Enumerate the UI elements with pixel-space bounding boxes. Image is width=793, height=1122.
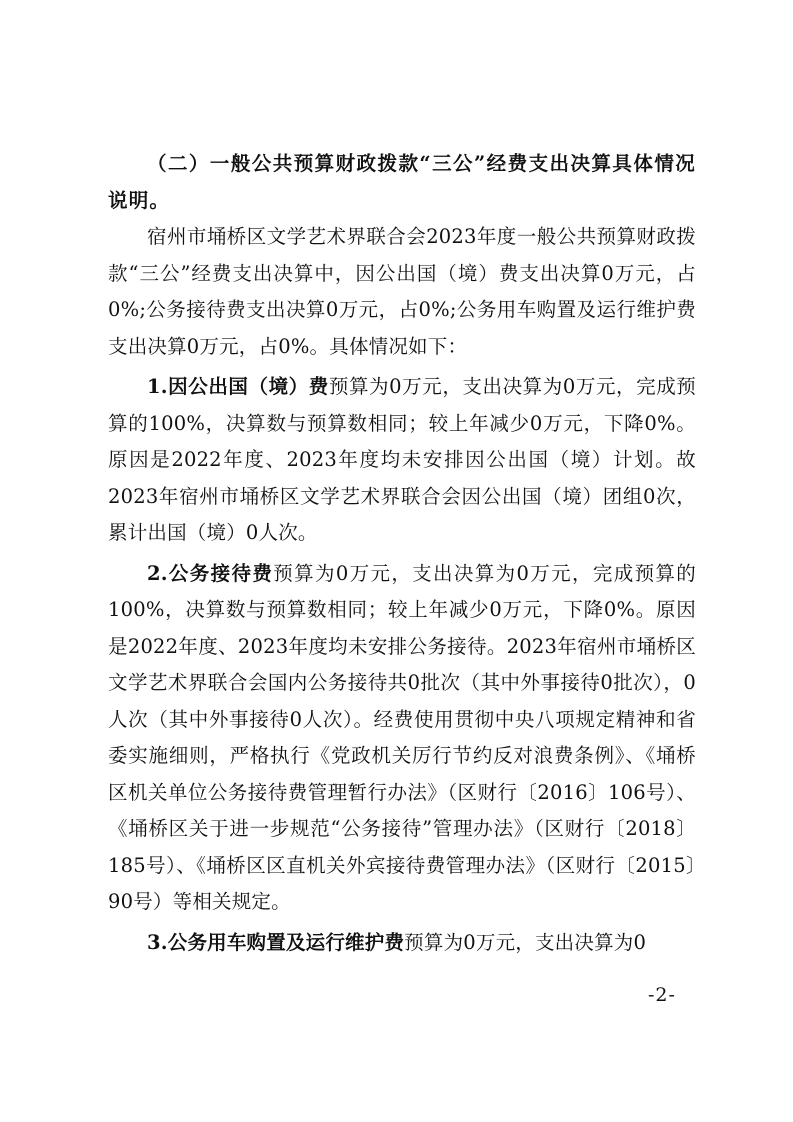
document-body — [108, 146, 696, 961]
item2-paragraph — [108, 556, 696, 921]
item3-title: 3.公务用车购置及运行维护费 — [147, 930, 405, 954]
item1-body: 预算为0万元，支出决算为0万元，完成预算的100%，决算数与预算数相同；较上年减少0万元，下降0%。原因是2022年度、2023年度均未安排因公出国（境）计划。故2023年宿州市埇桥区文学艺术界联合会因公出国（境）团组0次，累计出国（境）0人次。 — [108, 375, 696, 544]
intro-paragraph: 宿州市埇桥区文学艺术界联合会2023年度一般公共预算财政拨款“三公”经费支出决算中，因公出国（境）费支出决算0万元，占0%;公务接待费支出决算0万元，占0%;公务用车购置及运行维护费支出决算0万元，占0%。具体情况如下： — [108, 225, 696, 358]
item3-paragraph — [108, 925, 696, 962]
item1-title: 1.因公出国（境）费 — [147, 375, 329, 398]
item2-body: 预算为0万元，支出决算为0万元，完成预算的100%，决算数与预算数相同；较上年减少0万元，下降0%。原因是2022年度、2023年度均未安排公务接待。2023年宿州市埇桥区文学艺术界联合会国内公务接待共0批次（其中外事接待0批次），0人次（其中外事接待0人次）。经费使用贯彻中央八项规定精神和省委实施细则，严格执行《党政机关厉行节约反对浪费条例》、《埇桥区机关单位公务接待费管理暂行办法》（区财行〔2016〕106号）、《埇桥区关于进一步规范“公务接待”管理办法》（区财行〔2018〕185号）、《埇桥区区直机关外宾接待费管理办法》（区财行〔2015〕90号）等相关规定。 — [108, 561, 696, 913]
page-number: -2- — [648, 984, 676, 1006]
item3-body: 预算为0万元，支出决算为0 — [404, 930, 647, 954]
item1-paragraph — [108, 369, 696, 552]
item2-title: 2.公务接待费 — [147, 561, 274, 585]
section-heading: （二）一般公共预算财政拨款“三公”经费支出决算具体情况说明。 — [108, 152, 696, 212]
